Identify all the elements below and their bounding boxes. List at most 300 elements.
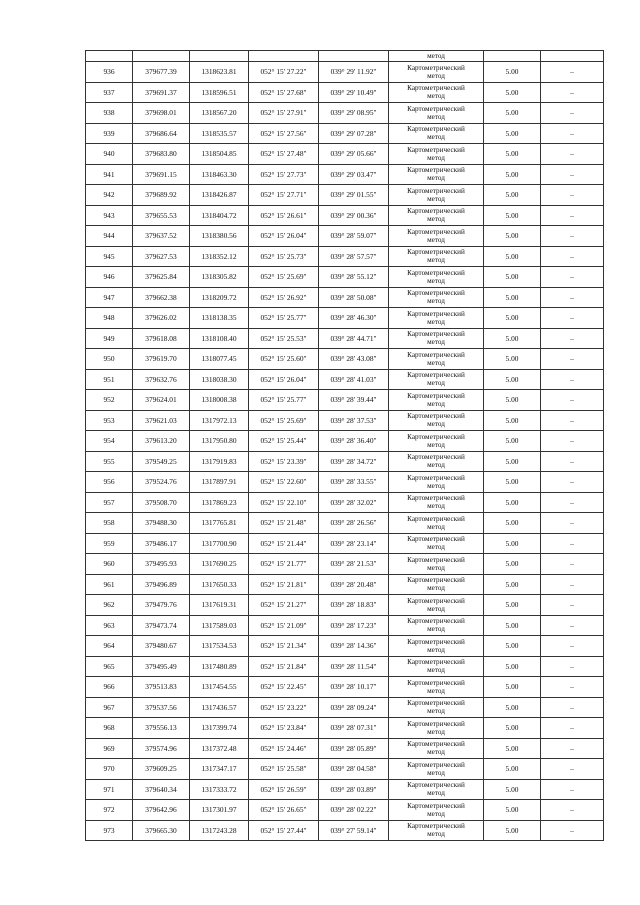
cell-point-number: 958 [86, 513, 133, 534]
cell-latitude: 052° 15' 27.56" [249, 123, 319, 144]
cell-longitude: 039° 28' 57.57" [319, 246, 389, 267]
method-line1: Картометрический [407, 760, 465, 769]
cell-point-number: 964 [86, 636, 133, 657]
method-line1: Картометрический [407, 330, 465, 339]
cell-method [389, 554, 484, 575]
method-line2: метод [427, 153, 445, 162]
cell-y: 1318404.72 [190, 205, 249, 226]
method-line2: метод [427, 748, 445, 757]
cell-method [389, 677, 484, 698]
cell-error: 5.00 [484, 533, 541, 554]
cell-point-number: 972 [86, 800, 133, 821]
table-row [86, 615, 604, 636]
method-line2: метод [427, 276, 445, 285]
cell-method [389, 451, 484, 472]
cell-longitude: 039° 28' 33.55" [319, 472, 389, 493]
cell-error [484, 51, 541, 62]
cell-error: 5.00 [484, 718, 541, 739]
cell-longitude: 039° 28' 05.89" [319, 738, 389, 759]
table-row [86, 164, 604, 185]
method-line1: Картометрический [407, 576, 465, 585]
cell-y: 1317372.48 [190, 738, 249, 759]
cell-y: 1317243.28 [190, 820, 249, 841]
method-line2: метод [427, 256, 445, 265]
cell-y: 1318623.81 [190, 62, 249, 83]
method-line2: метод [427, 52, 445, 60]
cell-x: 379574.96 [133, 738, 190, 759]
cell-method [389, 205, 484, 226]
cell-note: – [541, 554, 604, 575]
method-line1: Картометрический [407, 617, 465, 626]
cell-x: 379640.34 [133, 779, 190, 800]
table-row [86, 718, 604, 739]
cell-longitude: 039° 28' 09.24" [319, 697, 389, 718]
cell-longitude: 039° 28' 10.17" [319, 677, 389, 698]
cell-error: 5.00 [484, 82, 541, 103]
cell-longitude: 039° 29' 07.28" [319, 123, 389, 144]
method-line1: Картометрический [407, 555, 465, 564]
table-row [86, 267, 604, 288]
table-row [86, 738, 604, 759]
table-row-continued [86, 51, 604, 62]
cell-point-number: 950 [86, 349, 133, 370]
cell-y: 1317436.57 [190, 697, 249, 718]
cell-error: 5.00 [484, 615, 541, 636]
cell-y: 1317700.90 [190, 533, 249, 554]
cell-point-number [86, 51, 133, 62]
cell-y: 1317347.17 [190, 759, 249, 780]
cell-method [389, 123, 484, 144]
cell-longitude: 039° 28' 39.44" [319, 390, 389, 411]
cell-note: – [541, 226, 604, 247]
cell-error: 5.00 [484, 431, 541, 452]
table-row [86, 103, 604, 124]
cell-longitude: 039° 28' 44.71" [319, 328, 389, 349]
cell-note: – [541, 820, 604, 841]
method-line2: метод [427, 707, 445, 716]
cell-point-number: 963 [86, 615, 133, 636]
cell-latitude: 052° 15' 25.53" [249, 328, 319, 349]
method-line2: метод [427, 235, 445, 244]
cell-latitude: 052° 15' 26.61" [249, 205, 319, 226]
method-line2: метод [427, 297, 445, 306]
cell-y: 1318426.87 [190, 185, 249, 206]
cell-method [389, 144, 484, 165]
table-row [86, 595, 604, 616]
cell-point-number: 967 [86, 697, 133, 718]
cell-x: 379683.80 [133, 144, 190, 165]
cell-x: 379686.64 [133, 123, 190, 144]
cell-x: 379655.53 [133, 205, 190, 226]
method-line2: метод [427, 789, 445, 798]
cell-longitude: 039° 29' 01.55" [319, 185, 389, 206]
method-line2: метод [427, 133, 445, 142]
cell-point-number: 973 [86, 820, 133, 841]
cell-y: 1318038.30 [190, 369, 249, 390]
cell-note: – [541, 738, 604, 759]
cell-latitude: 052° 15' 27.22" [249, 62, 319, 83]
cell-y: 1317869.23 [190, 492, 249, 513]
cell-note: – [541, 164, 604, 185]
cell-latitude: 052° 15' 23.84" [249, 718, 319, 739]
cell-latitude: 052° 15' 26.59" [249, 779, 319, 800]
cell-error: 5.00 [484, 144, 541, 165]
table-row [86, 82, 604, 103]
cell-error: 5.00 [484, 185, 541, 206]
cell-point-number: 944 [86, 226, 133, 247]
cell-note: – [541, 759, 604, 780]
cell-method [389, 62, 484, 83]
method-line2: метод [427, 420, 445, 429]
cell-latitude: 052° 15' 23.39" [249, 451, 319, 472]
cell-latitude: 052° 15' 27.71" [249, 185, 319, 206]
cell-x: 379556.13 [133, 718, 190, 739]
cell-note: – [541, 513, 604, 534]
cell-y: 1317454.55 [190, 677, 249, 698]
cell-longitude: 039° 28' 14.36" [319, 636, 389, 657]
cell-latitude: 052° 15' 24.46" [249, 738, 319, 759]
cell-x: 379619.70 [133, 349, 190, 370]
cell-note: – [541, 349, 604, 370]
cell-error: 5.00 [484, 451, 541, 472]
cell-x: 379495.49 [133, 656, 190, 677]
method-line2: метод [427, 194, 445, 203]
method-line1: Картометрический [407, 453, 465, 462]
cell-latitude: 052° 15' 27.91" [249, 103, 319, 124]
method-line2: метод [427, 502, 445, 511]
cell-method [389, 103, 484, 124]
method-line1: Картометрический [407, 84, 465, 93]
cell-note: – [541, 390, 604, 411]
cell-note: – [541, 451, 604, 472]
cell-latitude: 052° 15' 22.10" [249, 492, 319, 513]
method-line1: Картометрический [407, 309, 465, 318]
cell-error: 5.00 [484, 390, 541, 411]
method-line2: метод [427, 399, 445, 408]
cell-longitude: 039° 28' 20.48" [319, 574, 389, 595]
cell-note: – [541, 185, 604, 206]
method-line1: Картометрический [407, 207, 465, 216]
table-row [86, 390, 604, 411]
cell-x: 379691.15 [133, 164, 190, 185]
cell-method [389, 410, 484, 431]
method-line1: Картометрический [407, 289, 465, 298]
table-row [86, 451, 604, 472]
cell-note: – [541, 533, 604, 554]
cell-x: 379626.02 [133, 308, 190, 329]
cell-point-number: 951 [86, 369, 133, 390]
cell-point-number: 936 [86, 62, 133, 83]
cell-point-number: 949 [86, 328, 133, 349]
cell-point-number: 970 [86, 759, 133, 780]
cell-point-number: 940 [86, 144, 133, 165]
cell-note: – [541, 492, 604, 513]
method-line2: метод [427, 666, 445, 675]
cell-x: 379480.67 [133, 636, 190, 657]
cell-method [389, 287, 484, 308]
cell-latitude: 052° 15' 22.45" [249, 677, 319, 698]
method-line2: метод [427, 727, 445, 736]
cell-error: 5.00 [484, 636, 541, 657]
cell-latitude: 052° 15' 21.44" [249, 533, 319, 554]
table-row [86, 328, 604, 349]
cell-method [389, 615, 484, 636]
cell-latitude: 052° 15' 26.92" [249, 287, 319, 308]
table-row [86, 820, 604, 841]
cell-x: 379627.53 [133, 246, 190, 267]
cell-note: – [541, 123, 604, 144]
cell-longitude: 039° 29' 05.66" [319, 144, 389, 165]
cell-latitude: 052° 15' 25.77" [249, 308, 319, 329]
cell-y: 1317650.33 [190, 574, 249, 595]
cell-latitude: 052° 15' 23.22" [249, 697, 319, 718]
cell-point-number: 945 [86, 246, 133, 267]
cell-longitude: 039° 28' 46.30" [319, 308, 389, 329]
cell-note: – [541, 62, 604, 83]
cell-method [389, 185, 484, 206]
table-row [86, 246, 604, 267]
table-row [86, 144, 604, 165]
cell-longitude: 039° 28' 26.56" [319, 513, 389, 534]
cell-x: 379632.76 [133, 369, 190, 390]
cell-note: – [541, 697, 604, 718]
cell-note: – [541, 267, 604, 288]
cell-note: – [541, 656, 604, 677]
method-line2: метод [427, 379, 445, 388]
cell-y: 1317301.97 [190, 800, 249, 821]
cell-latitude: 052° 15' 25.69" [249, 267, 319, 288]
cell-note: – [541, 328, 604, 349]
cell-longitude: 039° 29' 08.95" [319, 103, 389, 124]
method-line1: Картометрический [407, 104, 465, 113]
cell-latitude: 052° 15' 21.34" [249, 636, 319, 657]
cell-longitude: 039° 28' 02.22" [319, 800, 389, 821]
cell-longitude: 039° 28' 04.58" [319, 759, 389, 780]
method-line1: Картометрический [407, 494, 465, 503]
cell-method [389, 328, 484, 349]
method-line2: метод [427, 92, 445, 101]
table-body [86, 51, 604, 841]
cell-longitude: 039° 29' 11.92" [319, 62, 389, 83]
method-line1: Картометрический [407, 658, 465, 667]
cell-note: – [541, 410, 604, 431]
cell-error: 5.00 [484, 246, 541, 267]
cell-y: 1317534.53 [190, 636, 249, 657]
cell-longitude: 039° 29' 00.36" [319, 205, 389, 226]
cell-point-number: 947 [86, 287, 133, 308]
table-row [86, 472, 604, 493]
cell-x: 379537.56 [133, 697, 190, 718]
cell-point-number: 937 [86, 82, 133, 103]
cell-point-number: 942 [86, 185, 133, 206]
cell-error: 5.00 [484, 349, 541, 370]
cell-latitude: 052° 15' 21.09" [249, 615, 319, 636]
cell-error: 5.00 [484, 205, 541, 226]
method-line2: метод [427, 809, 445, 818]
cell-error: 5.00 [484, 62, 541, 83]
table-row [86, 410, 604, 431]
cell-y: 1317765.81 [190, 513, 249, 534]
cell-error: 5.00 [484, 574, 541, 595]
method-line2: метод [427, 645, 445, 654]
cell-longitude: 039° 28' 32.02" [319, 492, 389, 513]
method-line1: Картометрический [407, 248, 465, 257]
cell-latitude: 052° 15' 25.77" [249, 390, 319, 411]
cell-note: – [541, 615, 604, 636]
cell-method [389, 513, 484, 534]
table-row [86, 369, 604, 390]
cell-y: 1317690.25 [190, 554, 249, 575]
cell-x: 379689.92 [133, 185, 190, 206]
coordinates-table [85, 50, 604, 841]
cell-x: 379496.89 [133, 574, 190, 595]
cell-latitude: 052° 15' 25.60" [249, 349, 319, 370]
cell-longitude: 039° 29' 03.47" [319, 164, 389, 185]
cell-method [389, 820, 484, 841]
method-line1: Картометрический [407, 412, 465, 421]
cell-latitude: 052° 15' 25.44" [249, 431, 319, 452]
cell-error: 5.00 [484, 554, 541, 575]
cell-x: 379662.38 [133, 287, 190, 308]
method-line2: метод [427, 563, 445, 572]
cell-latitude: 052° 15' 25.58" [249, 759, 319, 780]
method-line1: Картометрический [407, 719, 465, 728]
method-line1: Картометрический [407, 186, 465, 195]
table-row [86, 185, 604, 206]
cell-y: 1317589.03 [190, 615, 249, 636]
table-row [86, 308, 604, 329]
method-line1: Картометрический [407, 166, 465, 175]
cell-latitude: 052° 15' 21.84" [249, 656, 319, 677]
cell-y: 1317972.13 [190, 410, 249, 431]
method-line1: Картометрический [407, 371, 465, 380]
method-line2: метод [427, 174, 445, 183]
cell-longitude: 039° 28' 03.89" [319, 779, 389, 800]
cell-x: 379486.17 [133, 533, 190, 554]
method-line1: Картометрический [407, 535, 465, 544]
method-line1: Картометрический [407, 227, 465, 236]
method-line1: Картометрический [407, 145, 465, 154]
method-line2: метод [427, 358, 445, 367]
cell-y [190, 51, 249, 62]
method-line2: метод [427, 317, 445, 326]
method-line2: метод [427, 481, 445, 490]
cell-point-number: 969 [86, 738, 133, 759]
cell-method [389, 574, 484, 595]
cell-method [389, 656, 484, 677]
cell-method [389, 308, 484, 329]
cell-point-number: 965 [86, 656, 133, 677]
cell-latitude: 052° 15' 21.48" [249, 513, 319, 534]
cell-longitude: 039° 28' 37.53" [319, 410, 389, 431]
table-row [86, 62, 604, 83]
cell-x: 379642.96 [133, 800, 190, 821]
cell-point-number: 966 [86, 677, 133, 698]
cell-longitude [319, 51, 389, 62]
cell-point-number: 954 [86, 431, 133, 452]
cell-point-number: 957 [86, 492, 133, 513]
cell-latitude: 052° 15' 21.77" [249, 554, 319, 575]
cell-error: 5.00 [484, 820, 541, 841]
cell-x: 379473.74 [133, 615, 190, 636]
method-line1: Картометрический [407, 514, 465, 523]
cell-error: 5.00 [484, 410, 541, 431]
cell-longitude: 039° 28' 55.12" [319, 267, 389, 288]
cell-method [389, 800, 484, 821]
cell-y: 1318504.85 [190, 144, 249, 165]
cell-x: 379513.83 [133, 677, 190, 698]
cell-longitude: 039° 28' 41.03" [319, 369, 389, 390]
cell-y: 1318535.57 [190, 123, 249, 144]
cell-longitude: 039° 28' 11.54" [319, 656, 389, 677]
method-line2: метод [427, 768, 445, 777]
cell-longitude: 039° 28' 07.31" [319, 718, 389, 739]
cell-note: – [541, 246, 604, 267]
cell-longitude: 039° 29' 10.49" [319, 82, 389, 103]
cell-method [389, 349, 484, 370]
cell-point-number: 939 [86, 123, 133, 144]
cell-error: 5.00 [484, 287, 541, 308]
cell-point-number: 941 [86, 164, 133, 185]
cell-note: – [541, 308, 604, 329]
cell-error: 5.00 [484, 656, 541, 677]
cell-x: 379698.01 [133, 103, 190, 124]
cell-x: 379637.52 [133, 226, 190, 247]
method-line2: метод [427, 338, 445, 347]
table-row [86, 226, 604, 247]
cell-method [389, 533, 484, 554]
cell-method [389, 718, 484, 739]
cell-point-number: 962 [86, 595, 133, 616]
cell-note: – [541, 472, 604, 493]
cell-latitude [249, 51, 319, 62]
cell-x: 379618.08 [133, 328, 190, 349]
table-row [86, 554, 604, 575]
method-line1: Картометрический [407, 801, 465, 810]
cell-latitude: 052° 15' 25.73" [249, 246, 319, 267]
cell-method [389, 226, 484, 247]
cell-y: 1318209.72 [190, 287, 249, 308]
table-row [86, 636, 604, 657]
table-row [86, 533, 604, 554]
cell-error: 5.00 [484, 738, 541, 759]
cell-latitude: 052° 15' 21.27" [249, 595, 319, 616]
cell-point-number: 938 [86, 103, 133, 124]
cell-latitude: 052° 15' 27.48" [249, 144, 319, 165]
cell-point-number: 959 [86, 533, 133, 554]
cell-y: 1317897.91 [190, 472, 249, 493]
cell-error: 5.00 [484, 759, 541, 780]
cell-error: 5.00 [484, 267, 541, 288]
cell-latitude: 052° 15' 21.81" [249, 574, 319, 595]
method-line1: Картометрический [407, 125, 465, 134]
method-line1: Картометрический [407, 473, 465, 482]
cell-error: 5.00 [484, 328, 541, 349]
cell-method [389, 246, 484, 267]
cell-note: – [541, 287, 604, 308]
table-row [86, 574, 604, 595]
cell-x: 379479.76 [133, 595, 190, 616]
cell-method [389, 82, 484, 103]
cell-longitude: 039° 28' 36.40" [319, 431, 389, 452]
cell-y: 1318567.20 [190, 103, 249, 124]
cell-note: – [541, 677, 604, 698]
cell-x: 379665.30 [133, 820, 190, 841]
cell-longitude: 039° 28' 43.08" [319, 349, 389, 370]
method-line1: Картометрический [407, 637, 465, 646]
cell-point-number: 953 [86, 410, 133, 431]
cell-latitude: 052° 15' 26.04" [249, 369, 319, 390]
